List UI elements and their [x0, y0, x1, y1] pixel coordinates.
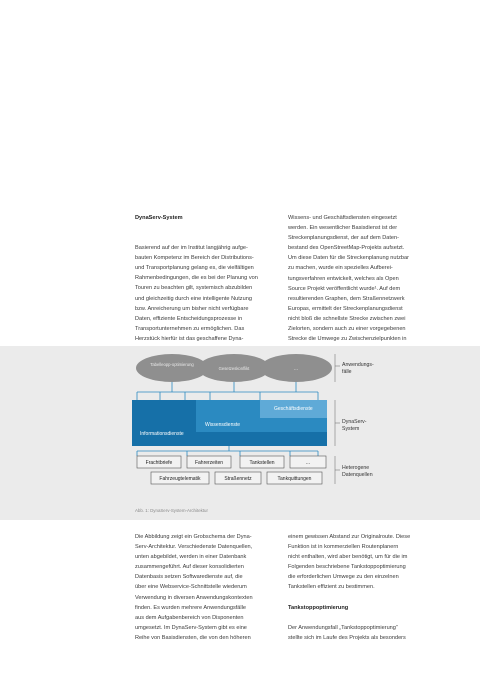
section-heading: Tankstoppoptimierung [288, 604, 349, 611]
text-line: Streckenplanungsdienst, der auf dem Daten- [288, 235, 400, 242]
text-line: Europas, ermittelt der Streckenplanungsdienst [288, 305, 403, 312]
text-line: nicht enthalten, wird aber benötigt, um für die im [288, 554, 408, 561]
text-line: Die Abbildung zeigt ein Grobschema der Dyna- [135, 534, 252, 540]
group-label: DynaServ- [342, 419, 367, 425]
text-line: umgesetzt. Im DynaServ-System gibt es eine [135, 624, 247, 631]
text-line: die erforderlichen Umwege zu den einzelnen [288, 574, 399, 581]
text-column-left-bottom [135, 532, 270, 643]
section-heading: DynaServ-System [135, 215, 183, 221]
text-line: zusammengeführt. Auf dieser konsolidierten [135, 564, 244, 571]
source-label: Fahrerzeiten [194, 459, 224, 466]
group-label: fälle [342, 369, 352, 375]
text-line: Transportunternehmen zu ermöglichen. Das [135, 325, 245, 332]
source-label: Tankquittungen [277, 475, 312, 482]
text-line: Funktion ist in kommerziellen Routenplanern [288, 544, 399, 551]
text-line: unten abgebildet, werden in einer Datenbank [135, 554, 247, 561]
text-line: Serv-Architektur. Verschiedenste Datenquellen, [135, 544, 253, 551]
text-line: einem gewissen Abstand zur Originalroute. Diese [288, 534, 411, 540]
text-line: Touren zu beachten gilt, systemisch abzubilden [135, 285, 253, 292]
text-line: finden. Es wurden mehrere Anwendungsfälle [135, 604, 247, 611]
text-line: und gleichzeitig durch eine intelligente Nutzung [135, 295, 252, 302]
text-line: bzw. Anreicherung um bisher nicht verfügbare [135, 305, 249, 312]
text-line: resultierenden Graphen, dem Straßennetzwerk [288, 295, 405, 302]
system-label: Informationsdienste [140, 431, 184, 437]
text-line: bestand des OpenStreetMap-Projekts aufsetzt. [288, 245, 405, 252]
use-case-label: Gesetzeskonflikt [218, 366, 250, 371]
text-line: Rahmenbedingungen, die es bei der Planung von [135, 275, 258, 282]
architecture-diagram [0, 346, 480, 506]
use-case-label: ... [293, 366, 299, 372]
text-line: Tankstellen effizient zu bestimmen. [288, 584, 375, 591]
text-line: Herzstück hierfür ist das geschaffene Dyna- [135, 335, 244, 342]
group-label: Datenquellen [342, 472, 373, 478]
text-line: nicht bloß die schnellste Strecke zwischen zwei [288, 315, 406, 322]
text-line: zu machen, wurde ein spezielles Aufberei- [288, 265, 393, 272]
source-label: Frachtbriefe [145, 459, 173, 466]
text-line: Strecke die Umwege zu Zwischenzielpunkten in [288, 336, 407, 343]
text-line: Basierend auf der im Institut langjährig aufge- [135, 245, 248, 252]
text-line: Source Projekt veröffentlicht wurde¹. Auf dem [288, 285, 401, 292]
system-label: Wissensdienste [205, 422, 241, 428]
use-case-ellipse [136, 354, 208, 382]
text-line: stellte sich im Laufe des Projekts als besonders [288, 634, 406, 641]
figure-caption: Abb. 1: DynaServ-System-Architektur [135, 508, 208, 513]
text-line: Verwendung in diversen Anwendungskontexten [135, 594, 253, 601]
source-label: ... [305, 459, 311, 466]
text-column-left-top [135, 213, 270, 354]
text-line: bauten Kompetenz im Bereich der Distributions- [135, 255, 254, 262]
text-line: Zielorten, sondern auch zu einer vorgegebenen [288, 326, 406, 333]
text-line: werden. Ein wesentlicher Basisdienst ist der [288, 225, 398, 232]
text-line: Wissens- und Geschäftsdiensten eingesetzt [288, 215, 397, 221]
text-line: aus dem Aufgabenbereich von Disponenten [135, 614, 244, 621]
use-case-label: Tabelleopp-optimierung [150, 362, 194, 367]
text-column-right-top [288, 213, 438, 344]
source-label: Tankstellen [249, 459, 275, 466]
text-line: Daten, effiziente Entscheidungsprozesse in [135, 315, 243, 322]
system-label: Geschäftsdienste [274, 406, 313, 412]
source-label: Straßennetz [224, 475, 252, 482]
group-label: Heterogene [342, 465, 370, 471]
group-label: System [342, 426, 360, 432]
text-column-right-bottom [288, 532, 438, 643]
text-line: Der Anwendungsfall „Tankstoppoptimierung“ [288, 624, 398, 631]
source-label: Fahrzeugtelematik [159, 475, 201, 482]
text-line: Um diese Daten für die Streckenplanung nutzbar [288, 255, 409, 262]
text-line: und Transportplanung gelang es, die vielfältigen [135, 265, 254, 272]
group-label: Anwendungs- [342, 362, 374, 368]
text-line: über eine Webservice-Schnittstelle wiederum [135, 584, 247, 591]
text-line: tungsverfahren entwickelt, welches als Open [288, 275, 399, 282]
text-line: Reihe von Basisdiensten, die von den höheren [135, 634, 251, 641]
text-line: Folgenden beschriebene Tankstoppoptimierung [288, 564, 406, 571]
text-line: Datenbasis setzen Softwaredienste auf, die [135, 574, 243, 581]
